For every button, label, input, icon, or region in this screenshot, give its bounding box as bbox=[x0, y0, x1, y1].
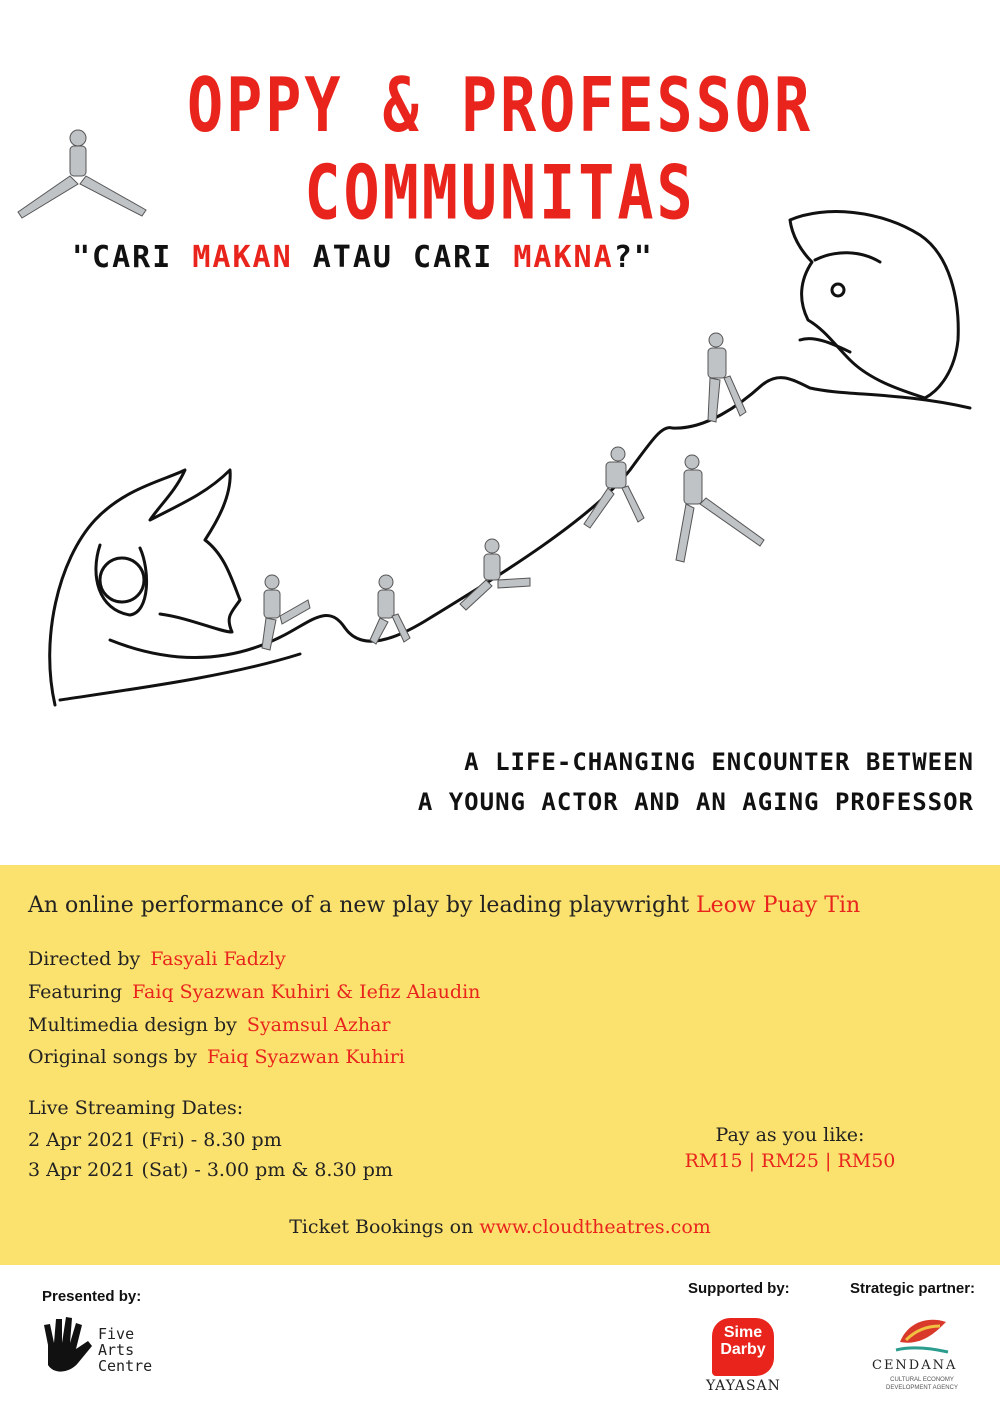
line-art-illustration bbox=[0, 120, 1000, 730]
credit-role: Featuring bbox=[28, 981, 123, 1003]
logo-line: Five bbox=[98, 1325, 135, 1343]
quote-word-makan: MAKAN bbox=[192, 240, 293, 275]
five-arts-logo-text bbox=[98, 1326, 152, 1374]
pay-label: Pay as you like: bbox=[715, 1124, 865, 1146]
dancer-figure-2 bbox=[262, 575, 310, 650]
mountain-line bbox=[110, 378, 970, 658]
dancer-figure-3 bbox=[370, 575, 410, 644]
yayasan-caption: YAYASAN bbox=[706, 1378, 781, 1394]
logo-line: Arts bbox=[98, 1341, 135, 1359]
credit-name: Syamsul Azhar bbox=[246, 1014, 391, 1036]
pay-prices: RM15 | RM25 | RM50 bbox=[684, 1150, 896, 1172]
tagline-line-1: A LIFE-CHANGING ENCOUNTER BETWEEN bbox=[464, 748, 974, 776]
professor-eye bbox=[832, 284, 844, 296]
cendana-logo-icon bbox=[892, 1312, 952, 1356]
dancer-figure-5 bbox=[584, 447, 644, 528]
credit-multimedia bbox=[28, 1014, 391, 1036]
quote-part-1: "CARI bbox=[72, 240, 193, 275]
ticket-bookings bbox=[0, 1216, 1000, 1238]
credit-role: Original songs by bbox=[28, 1046, 197, 1068]
quote-word-makna: MAKNA bbox=[513, 240, 614, 275]
ticket-link[interactable]: www.cloudtheatres.com bbox=[479, 1216, 711, 1238]
caption-line: CULTURAL ECONOMY bbox=[890, 1377, 954, 1383]
logo-line: Centre bbox=[98, 1357, 153, 1375]
actor-eye bbox=[100, 558, 144, 602]
dancer-figure-6 bbox=[676, 455, 764, 562]
playwright-name: Leow Puay Tin bbox=[696, 893, 861, 918]
credit-name: Fasyali Fadzly bbox=[150, 948, 286, 970]
dancer-figure-1 bbox=[18, 130, 146, 218]
streaming-date-1: 2 Apr 2021 (Fri) - 8.30 pm bbox=[28, 1129, 282, 1151]
quote-part-3: ?" bbox=[613, 240, 654, 275]
credit-role: Directed by bbox=[28, 948, 141, 970]
dancer-figure-4 bbox=[460, 539, 530, 610]
streaming-heading: Live Streaming Dates: bbox=[28, 1097, 244, 1119]
ticket-label: Ticket Bookings on bbox=[289, 1216, 480, 1238]
cendana-name: CENDANA bbox=[872, 1358, 958, 1373]
strategic-partner-label: Strategic partner: bbox=[850, 1280, 976, 1297]
quote-part-2: ATAU CARI bbox=[292, 240, 514, 275]
credit-featuring bbox=[28, 981, 480, 1003]
cendana-caption bbox=[872, 1376, 972, 1392]
poster-title: OPPY & PROFESSOR COMMUNITAS bbox=[187, 62, 813, 237]
credit-name: Faiq Syazwan Kuhiri bbox=[206, 1046, 405, 1068]
sime-darby-logo bbox=[712, 1318, 774, 1376]
logo-line: Sime bbox=[723, 1324, 763, 1341]
intro-text: An online performance of a new play by leading playwright bbox=[28, 893, 697, 918]
caption-line: DEVELOPMENT AGENCY bbox=[886, 1385, 958, 1391]
professor-brow bbox=[815, 253, 880, 262]
credit-role: Multimedia design by bbox=[28, 1014, 237, 1036]
streaming-date-2: 3 Apr 2021 (Sat) - 3.00 pm & 8.30 pm bbox=[28, 1159, 393, 1181]
credit-name: Faiq Syazwan Kuhiri & Iefiz Alaudin bbox=[132, 981, 481, 1003]
actor-ear bbox=[96, 545, 147, 615]
tagline bbox=[274, 742, 974, 822]
base-line bbox=[60, 654, 300, 700]
credit-director bbox=[28, 948, 286, 970]
professor-mustache bbox=[800, 339, 850, 352]
hand-print-icon bbox=[38, 1315, 94, 1377]
tagline-line-2: A YOUNG ACTOR AND AN AGING PROFESSOR bbox=[417, 788, 974, 816]
intro-line bbox=[28, 893, 860, 918]
logo-line: Darby bbox=[720, 1341, 766, 1358]
supported-by-label: Supported by: bbox=[688, 1280, 790, 1297]
dancer-figure-7 bbox=[708, 333, 746, 422]
presented-by-label: Presented by: bbox=[42, 1288, 142, 1305]
professor-head bbox=[790, 212, 958, 398]
credit-songs bbox=[28, 1046, 405, 1068]
